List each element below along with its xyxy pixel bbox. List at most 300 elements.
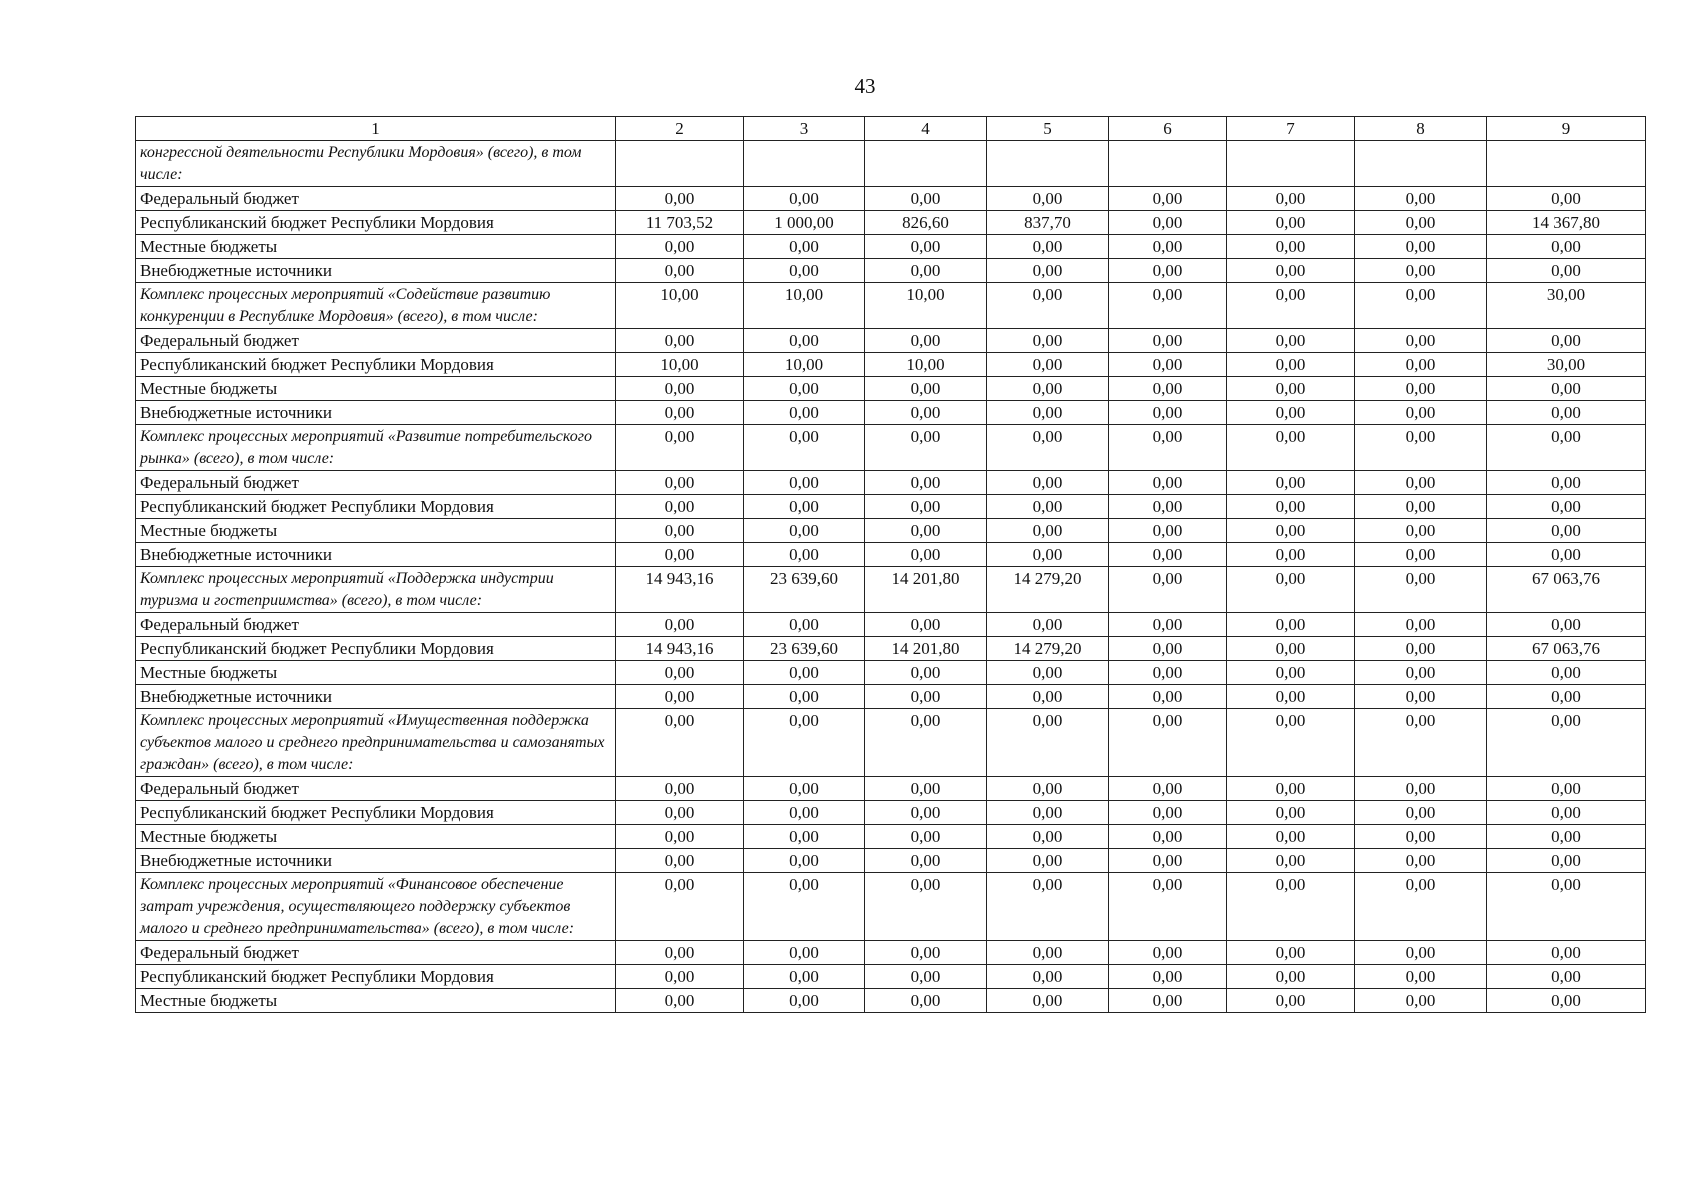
value-cell: 0,00 [987,401,1109,425]
value-cell: 0,00 [616,801,744,825]
value-cell: 0,00 [1487,709,1646,777]
row-label: Федеральный бюджет [136,613,616,637]
value-cell: 0,00 [865,661,987,685]
value-cell: 0,00 [1227,965,1355,989]
value-cell: 14 201,80 [865,567,987,613]
value-cell: 10,00 [616,353,744,377]
row-label: Местные бюджеты [136,377,616,401]
section-row [136,873,1646,941]
table-row [136,401,1646,425]
value-cell: 0,00 [1355,685,1487,709]
value-cell: 0,00 [1227,989,1355,1013]
value-cell: 0,00 [1109,519,1227,543]
value-cell: 14 279,20 [987,567,1109,613]
value-cell: 0,00 [744,495,865,519]
value-cell: 0,00 [1487,873,1646,941]
value-cell: 0,00 [865,873,987,941]
value-cell: 0,00 [616,777,744,801]
row-label: Федеральный бюджет [136,777,616,801]
value-cell: 0,00 [1487,543,1646,567]
value-cell: 0,00 [1109,187,1227,211]
value-cell: 0,00 [1355,401,1487,425]
value-cell: 0,00 [744,941,865,965]
page-number: 43 [854,74,876,98]
value-cell: 0,00 [744,801,865,825]
value-cell: 0,00 [865,495,987,519]
value-cell: 0,00 [1487,235,1646,259]
row-label: Внебюджетные источники [136,401,616,425]
section-label: конгрессной деятельности Республики Мордовия» (всего), в том числе: [136,141,616,187]
value-cell: 0,00 [987,825,1109,849]
value-cell: 14 943,16 [616,637,744,661]
value-cell: 0,00 [865,425,987,471]
value-cell: 0,00 [1487,941,1646,965]
table-body [136,117,1646,1013]
value-cell: 0,00 [1109,777,1227,801]
value-cell: 0,00 [987,661,1109,685]
value-cell: 0,00 [1227,495,1355,519]
value-cell: 0,00 [616,849,744,873]
column-header: 9 [1487,117,1646,141]
value-cell: 14 201,80 [865,637,987,661]
value-cell: 0,00 [1109,825,1227,849]
value-cell: 10,00 [744,353,865,377]
value-cell: 0,00 [1109,259,1227,283]
value-cell: 0,00 [865,989,987,1013]
value-cell: 0,00 [1109,235,1227,259]
column-header: 5 [987,117,1109,141]
section-label: Комплекс процессных мероприятий «Развитие потребительского рынка» (всего), в том числе: [136,425,616,471]
table-row [136,377,1646,401]
value-cell: 0,00 [987,941,1109,965]
value-cell: 0,00 [1355,941,1487,965]
value-cell: 0,00 [616,941,744,965]
value-cell: 0,00 [1355,873,1487,941]
row-label: Федеральный бюджет [136,471,616,495]
value-cell: 0,00 [1355,613,1487,637]
value-cell: 0,00 [1109,989,1227,1013]
value-cell: 0,00 [616,235,744,259]
value-cell: 0,00 [744,471,865,495]
value-cell: 0,00 [616,661,744,685]
value-cell: 0,00 [1227,471,1355,495]
value-cell: 0,00 [616,377,744,401]
table-row [136,211,1646,235]
value-cell [616,141,744,187]
value-cell: 0,00 [1487,377,1646,401]
value-cell: 0,00 [1487,661,1646,685]
value-cell: 0,00 [865,329,987,353]
value-cell: 0,00 [1487,187,1646,211]
table-row [136,329,1646,353]
column-header: 4 [865,117,987,141]
value-cell: 0,00 [865,259,987,283]
row-label: Внебюджетные источники [136,543,616,567]
value-cell: 0,00 [744,873,865,941]
value-cell: 0,00 [987,283,1109,329]
value-cell: 0,00 [1487,519,1646,543]
value-cell: 0,00 [1227,613,1355,637]
value-cell: 0,00 [865,613,987,637]
value-cell: 0,00 [616,825,744,849]
value-cell: 0,00 [1355,259,1487,283]
column-header: 1 [136,117,616,141]
value-cell: 0,00 [987,777,1109,801]
value-cell: 0,00 [744,543,865,567]
value-cell: 0,00 [616,613,744,637]
value-cell: 0,00 [1109,801,1227,825]
row-label: Республиканский бюджет Республики Мордовия [136,965,616,989]
value-cell: 0,00 [987,329,1109,353]
value-cell [1487,141,1646,187]
value-cell: 0,00 [1227,187,1355,211]
value-cell: 0,00 [1109,401,1227,425]
value-cell: 0,00 [1227,543,1355,567]
value-cell: 0,00 [1109,353,1227,377]
row-label: Федеральный бюджет [136,329,616,353]
value-cell: 0,00 [1227,377,1355,401]
value-cell: 0,00 [616,989,744,1013]
value-cell: 0,00 [987,709,1109,777]
value-cell: 0,00 [1355,661,1487,685]
value-cell: 0,00 [1355,353,1487,377]
row-label: Местные бюджеты [136,661,616,685]
value-cell [987,141,1109,187]
value-cell: 0,00 [865,777,987,801]
value-cell: 0,00 [1109,329,1227,353]
value-cell: 0,00 [744,519,865,543]
column-header: 8 [1355,117,1487,141]
row-label: Местные бюджеты [136,989,616,1013]
value-cell: 0,00 [987,495,1109,519]
value-cell: 0,00 [1355,777,1487,801]
value-cell: 0,00 [1487,401,1646,425]
value-cell: 0,00 [1227,661,1355,685]
value-cell: 0,00 [987,613,1109,637]
value-cell: 0,00 [1227,259,1355,283]
value-cell: 0,00 [1227,637,1355,661]
value-cell: 0,00 [1227,709,1355,777]
value-cell: 0,00 [1109,567,1227,613]
row-label: Внебюджетные источники [136,259,616,283]
value-cell: 0,00 [987,873,1109,941]
value-cell: 0,00 [1355,637,1487,661]
value-cell: 0,00 [987,259,1109,283]
table-row [136,495,1646,519]
value-cell: 0,00 [865,941,987,965]
table-row [136,965,1646,989]
value-cell: 0,00 [865,685,987,709]
value-cell: 0,00 [616,495,744,519]
value-cell: 0,00 [1109,849,1227,873]
row-label: Внебюджетные источники [136,849,616,873]
row-label: Республиканский бюджет Республики Мордовия [136,353,616,377]
value-cell: 0,00 [987,377,1109,401]
value-cell: 0,00 [1355,519,1487,543]
value-cell: 0,00 [744,235,865,259]
value-cell: 0,00 [616,543,744,567]
table-row [136,661,1646,685]
value-cell: 0,00 [744,401,865,425]
value-cell [1109,141,1227,187]
table-row [136,849,1646,873]
value-cell: 10,00 [744,283,865,329]
value-cell: 0,00 [1487,613,1646,637]
value-cell: 0,00 [744,989,865,1013]
value-cell: 0,00 [616,471,744,495]
value-cell: 0,00 [616,873,744,941]
table-row [136,187,1646,211]
value-cell: 0,00 [1487,801,1646,825]
value-cell [744,141,865,187]
value-cell: 0,00 [1109,283,1227,329]
table-row [136,353,1646,377]
value-cell: 23 639,60 [744,637,865,661]
value-cell: 0,00 [865,965,987,989]
value-cell: 0,00 [865,801,987,825]
value-cell: 0,00 [744,709,865,777]
value-cell: 23 639,60 [744,567,865,613]
table-row [136,471,1646,495]
value-cell: 0,00 [616,259,744,283]
value-cell: 0,00 [1227,685,1355,709]
value-cell: 0,00 [1109,685,1227,709]
value-cell: 0,00 [1109,965,1227,989]
table-row [136,543,1646,567]
value-cell: 0,00 [744,187,865,211]
value-cell: 837,70 [987,211,1109,235]
value-cell: 0,00 [1355,989,1487,1013]
value-cell: 0,00 [865,187,987,211]
value-cell: 0,00 [616,401,744,425]
table-row [136,519,1646,543]
row-label: Республиканский бюджет Республики Мордовия [136,495,616,519]
value-cell: 0,00 [744,661,865,685]
value-cell: 0,00 [616,519,744,543]
section-row [136,283,1646,329]
table-row [136,989,1646,1013]
value-cell: 0,00 [744,685,865,709]
value-cell: 0,00 [1355,825,1487,849]
value-cell: 67 063,76 [1487,567,1646,613]
row-label: Внебюджетные источники [136,685,616,709]
section-label: Комплекс процессных мероприятий «Содействие развитию конкуренции в Республике Мордовия» (всего), в том числе: [136,283,616,329]
value-cell: 67 063,76 [1487,637,1646,661]
row-label: Федеральный бюджет [136,187,616,211]
value-cell: 0,00 [865,825,987,849]
value-cell: 0,00 [1227,353,1355,377]
section-label: Комплекс процессных мероприятий «Финансовое обеспечение затрат учреждения, осуществляющего поддержку субъектов малого и среднего предпринимательства» (всего), в том числе: [136,873,616,941]
value-cell: 0,00 [1355,567,1487,613]
value-cell: 0,00 [744,425,865,471]
value-cell: 0,00 [1227,235,1355,259]
value-cell: 30,00 [1487,353,1646,377]
value-cell: 1 000,00 [744,211,865,235]
value-cell: 0,00 [1355,187,1487,211]
value-cell [1227,141,1355,187]
value-cell: 0,00 [1487,989,1646,1013]
column-header: 6 [1109,117,1227,141]
value-cell: 0,00 [1109,425,1227,471]
value-cell: 0,00 [1355,211,1487,235]
value-cell: 0,00 [1355,543,1487,567]
value-cell: 0,00 [865,235,987,259]
value-cell: 0,00 [987,849,1109,873]
value-cell [1355,141,1487,187]
value-cell: 0,00 [865,401,987,425]
value-cell: 0,00 [1109,471,1227,495]
value-cell: 0,00 [1355,425,1487,471]
value-cell: 0,00 [1227,329,1355,353]
value-cell: 0,00 [987,235,1109,259]
value-cell: 0,00 [987,989,1109,1013]
value-cell: 0,00 [1109,709,1227,777]
value-cell: 0,00 [1487,259,1646,283]
value-cell: 0,00 [1109,377,1227,401]
value-cell: 0,00 [1355,471,1487,495]
row-label: Местные бюджеты [136,519,616,543]
value-cell: 0,00 [1487,825,1646,849]
value-cell: 0,00 [1227,801,1355,825]
value-cell: 0,00 [1355,965,1487,989]
table-row [136,801,1646,825]
value-cell: 0,00 [865,849,987,873]
value-cell: 0,00 [987,187,1109,211]
value-cell: 0,00 [744,377,865,401]
row-label: Местные бюджеты [136,825,616,849]
value-cell: 0,00 [987,965,1109,989]
value-cell: 0,00 [1355,235,1487,259]
value-cell: 14 367,80 [1487,211,1646,235]
value-cell: 0,00 [865,543,987,567]
value-cell: 0,00 [744,849,865,873]
value-cell: 0,00 [987,543,1109,567]
value-cell: 0,00 [744,613,865,637]
section-row [136,709,1646,777]
table-row [136,259,1646,283]
value-cell: 14 279,20 [987,637,1109,661]
row-label: Республиканский бюджет Республики Мордовия [136,211,616,235]
row-label: Федеральный бюджет [136,941,616,965]
value-cell: 0,00 [616,685,744,709]
value-cell: 0,00 [1355,283,1487,329]
column-header: 2 [616,117,744,141]
value-cell: 0,00 [1227,519,1355,543]
value-cell: 0,00 [865,519,987,543]
row-label: Республиканский бюджет Республики Мордовия [136,637,616,661]
value-cell: 0,00 [865,709,987,777]
value-cell: 0,00 [1487,495,1646,519]
value-cell: 0,00 [1355,709,1487,777]
value-cell: 0,00 [1109,613,1227,637]
value-cell: 0,00 [616,329,744,353]
row-label: Местные бюджеты [136,235,616,259]
value-cell: 0,00 [1109,495,1227,519]
value-cell: 14 943,16 [616,567,744,613]
table-row [136,235,1646,259]
value-cell: 0,00 [744,329,865,353]
value-cell: 0,00 [987,425,1109,471]
value-cell: 0,00 [987,685,1109,709]
value-cell: 0,00 [616,965,744,989]
value-cell: 0,00 [1487,471,1646,495]
section-row [136,141,1646,187]
value-cell: 0,00 [1227,941,1355,965]
section-row [136,425,1646,471]
header-row [136,117,1646,141]
value-cell: 0,00 [987,801,1109,825]
value-cell: 0,00 [1487,329,1646,353]
value-cell: 0,00 [1227,777,1355,801]
value-cell: 0,00 [1109,941,1227,965]
table-row [136,825,1646,849]
value-cell: 0,00 [1109,873,1227,941]
value-cell: 0,00 [1487,965,1646,989]
value-cell: 30,00 [1487,283,1646,329]
section-label: Комплекс процессных мероприятий «Поддержка индустрии туризма и гостеприимства» (всего), в том числе: [136,567,616,613]
row-label: Республиканский бюджет Республики Мордовия [136,801,616,825]
value-cell: 0,00 [744,259,865,283]
value-cell: 0,00 [1227,401,1355,425]
value-cell: 0,00 [865,471,987,495]
value-cell: 0,00 [1109,543,1227,567]
value-cell: 0,00 [1487,425,1646,471]
value-cell: 0,00 [744,777,865,801]
value-cell: 0,00 [1227,849,1355,873]
value-cell: 0,00 [616,187,744,211]
column-header: 7 [1227,117,1355,141]
value-cell: 0,00 [1227,283,1355,329]
table-row [136,777,1646,801]
value-cell [865,141,987,187]
section-row [136,567,1646,613]
value-cell: 0,00 [1355,329,1487,353]
value-cell: 0,00 [1487,685,1646,709]
budget-table [135,116,1646,1013]
value-cell: 0,00 [1355,495,1487,519]
value-cell: 11 703,52 [616,211,744,235]
value-cell: 0,00 [1109,661,1227,685]
value-cell: 0,00 [1355,377,1487,401]
value-cell: 0,00 [987,519,1109,543]
table-row [136,685,1646,709]
table-row [136,637,1646,661]
value-cell: 0,00 [987,471,1109,495]
value-cell: 10,00 [865,283,987,329]
value-cell: 826,60 [865,211,987,235]
value-cell: 0,00 [744,825,865,849]
section-label: Комплекс процессных мероприятий «Имущественная поддержка субъектов малого и среднего предпринимательства и самозанятых граждан» (всего), в том числе: [136,709,616,777]
value-cell: 0,00 [616,709,744,777]
value-cell: 0,00 [1227,567,1355,613]
value-cell: 0,00 [1227,425,1355,471]
value-cell: 0,00 [616,425,744,471]
value-cell: 0,00 [865,377,987,401]
value-cell: 0,00 [1227,211,1355,235]
table-row [136,941,1646,965]
value-cell: 0,00 [1355,801,1487,825]
value-cell: 0,00 [1487,849,1646,873]
value-cell: 0,00 [987,353,1109,377]
value-cell: 0,00 [1355,849,1487,873]
value-cell: 0,00 [744,965,865,989]
value-cell: 0,00 [1227,825,1355,849]
value-cell: 0,00 [1487,777,1646,801]
value-cell: 0,00 [1227,873,1355,941]
column-header: 3 [744,117,865,141]
value-cell: 0,00 [1109,211,1227,235]
value-cell: 10,00 [865,353,987,377]
